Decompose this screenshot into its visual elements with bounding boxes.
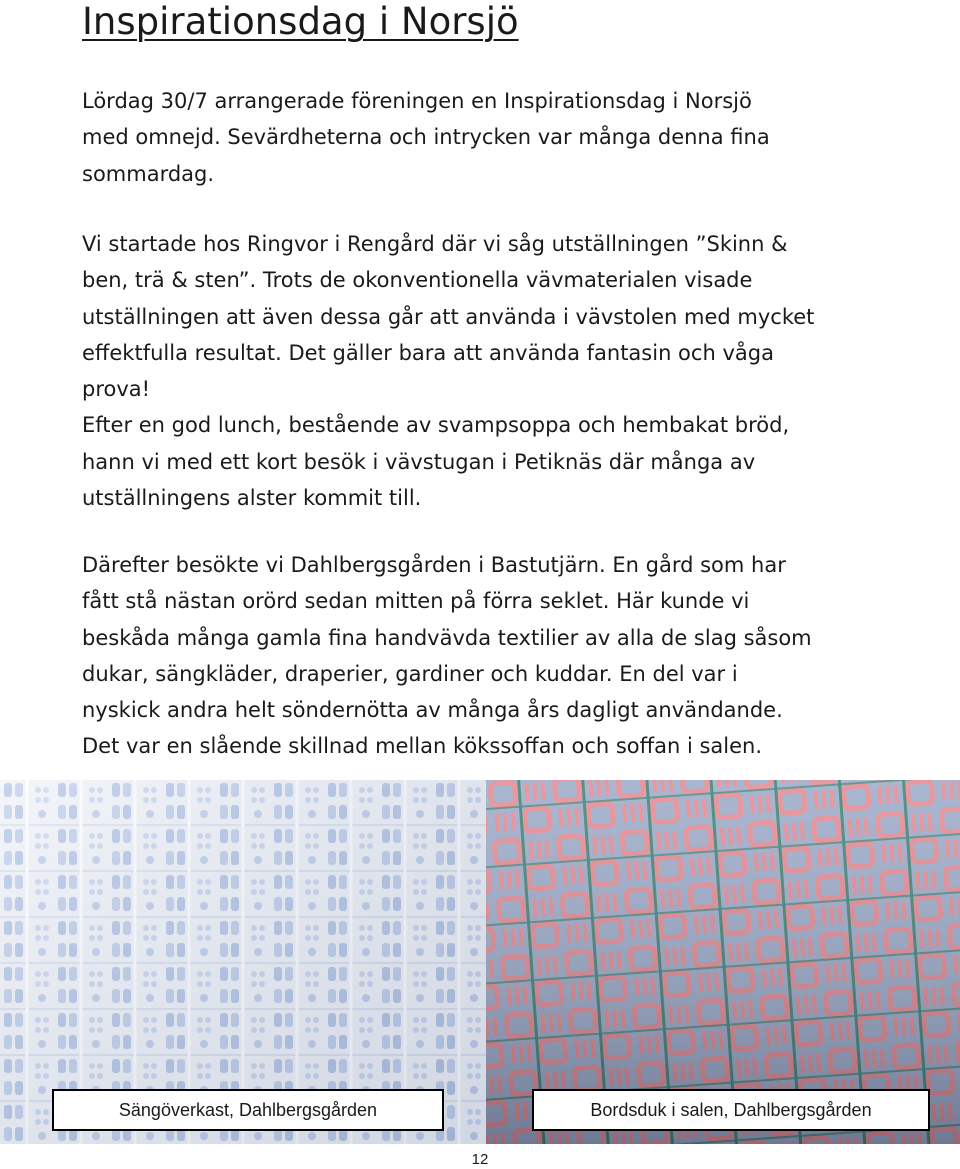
text-line: med omnejd. Sevärdheterna och intrycken var många denna fina	[82, 125, 770, 150]
paragraph-intro	[82, 83, 912, 192]
text-line: prova!	[82, 377, 151, 402]
paragraph-ringvor	[82, 226, 912, 516]
text-line: effektfulla resultat. Det gäller bara att använda fantasin och våga	[82, 340, 774, 365]
text-line: dukar, sängkläder, draperier, gardiner och kuddar. En del var i	[82, 661, 738, 686]
text-line: ben, trä & sten”. Trots de okonventionella vävmaterialen visade	[82, 268, 753, 293]
bedspread-caption: Sängöverkast, Dahlbergsgården	[52, 1089, 444, 1131]
paragraph-dahlbergsgarden	[82, 547, 912, 765]
page-number: 12	[471, 1151, 489, 1168]
text-line: hann vi med ett kort besök i vävstugan i Petiknäs där många av	[82, 449, 756, 474]
text-line: sommardag.	[82, 161, 215, 186]
text-line: Därefter besökte vi Dahlbergsgården i Bastutjärn. En gård som har	[82, 553, 786, 577]
text-line: Lördag 30/7 arrangerade föreningen en Inspirationsdag i Norsjö	[82, 89, 752, 113]
page-title: Inspirationsdag i Norsjö	[82, 0, 519, 43]
text-line: Vi startade hos Ringvor i Rengård där vi såg utställningen ”Skinn &	[82, 232, 788, 256]
text-line: utställningens alster kommit till.	[82, 486, 422, 511]
text-line: beskåda många gamla fina handvävda textilier av alla de slag såsom	[82, 625, 812, 650]
text-line: fått stå nästan orörd sedan mitten på förra seklet. Här kunde vi	[82, 589, 750, 614]
tablecloth-caption: Bordsduk i salen, Dahlbergsgården	[532, 1089, 930, 1131]
text-line: Efter en god lunch, bestående av svampsoppa och hembakat bröd,	[82, 413, 790, 438]
text-line: Det var en slående skillnad mellan kökssoffan och soffan i salen.	[82, 734, 763, 759]
text-line: utställningen att även dessa går att använda i vävstolen med mycket	[82, 304, 815, 329]
text-line: nyskick andra helt söndernötta av många års dagligt användande.	[82, 698, 783, 723]
